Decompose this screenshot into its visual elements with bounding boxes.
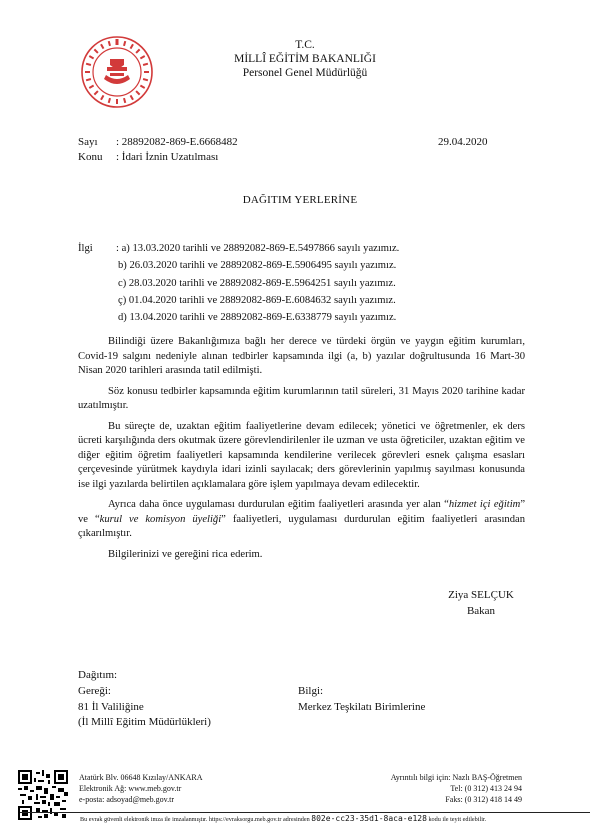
ilgi-item: c) 28.03.2020 tarihli ve 28892082-869-E.5964251 sayılı yazımız. xyxy=(118,277,396,289)
footer-email: e-posta: adsoyad@meb.gov.tr xyxy=(79,795,175,804)
sayi-row xyxy=(78,135,238,150)
ministry-seal-icon xyxy=(80,35,154,109)
ilgi-list xyxy=(78,240,399,326)
ilgi-item: b) 26.03.2020 tarihli ve 28892082-869-E.5906495 sayılı yazımız. xyxy=(118,260,397,272)
bilgi-block xyxy=(298,684,425,715)
header-line-2: MİLLÎ EĞİTİM BAKANLIĞI xyxy=(234,53,376,65)
verification-code: 802e-cc23-35d1-8aca-e128 xyxy=(311,814,427,823)
body-paragraph-3: Bu süreçte de, uzaktan eğitim faaliyetlerine devam edilecek; yönetici ve öğretmenler, ek ders ücreti karşılığında ders okutmak üzere görevlendirilenler ile uzman ve usta öğreticiler, uzaktan eğitim ve diğer eğitim öğretim faaliyetleri kapsamında kendilerine verilecek görevleri esnek çalışma esasları çerçevesinde yürütmek kaydıyla idari izinli sayılacak; ders görevlerinin yapılmış sayılması konusunda ise ilgi yazılarda belirtilen açıklamalara göre işlem yapılmaya devam edilecektir. xyxy=(78,420,525,490)
gerek-recipient-note: (İl Millî Eğitim Müdürlükleri) xyxy=(78,716,211,728)
signature-block xyxy=(426,588,536,619)
gerek-block xyxy=(78,684,211,731)
gerek-recipient: 81 İl Valiliğine xyxy=(78,700,144,713)
footer-tel: Tel: (0 312) 413 24 94 xyxy=(450,784,522,793)
footer-contact-block xyxy=(380,772,522,805)
sayi-label: Sayı xyxy=(78,136,98,148)
footer-address-block xyxy=(79,772,202,805)
footer-address: Atatürk Blv. 06648 Kızılay/ANKARA xyxy=(79,773,203,782)
ilgi-item: ç) 01.04.2020 tarihli ve 28892082-869-E.6084632 sayılı yazımız. xyxy=(118,294,396,306)
konu-value: : İdari İznin Uzatılması xyxy=(116,151,219,163)
verification-line: Bu evrak güvenli elektronik imza ile imzalanmıştır. https://evraksorgu.meb.gov.tr adresinden 802e-cc23-35d1-8aca-e128 kodu ile teyit edilebilir. xyxy=(80,814,487,823)
konu-row xyxy=(78,150,218,165)
ilgi-item: d) 13.04.2020 tarihli ve 28892082-869-E.6338779 sayılı yazımız. xyxy=(118,312,397,324)
konu-label: Konu xyxy=(78,151,103,163)
footer-divider xyxy=(20,812,590,813)
distribution-label: Dağıtım: xyxy=(78,669,118,681)
bilgi-recipient: Merkez Teşkilatı Birimlerine xyxy=(298,700,426,713)
ilgi-item: İlgi : a) 13.03.2020 tarihli ve 28892082-869-E.5497866 sayılı yazımız. xyxy=(78,240,399,257)
header-line-3: Personel Genel Müdürlüğü xyxy=(242,67,368,79)
footer-fax: Faks: (0 312) 418 14 49 xyxy=(445,795,522,804)
document-title: DAĞITIM YERLERİNE xyxy=(242,194,358,206)
body-paragraph-1: Bilindiği üzere Bakanlığımıza bağlı her derece ve türdeki örgün ve yaygın eğitim kurumları, Covid-19 salgını nedeniyle alınan tedbirler kapsamında ilgi (a, b) yazılar doğrultusunda 16 Mart-30 Nisan 2020 tarihleri arasında tatil edilmişti. xyxy=(78,336,525,376)
body-paragraph-5: Bilgilerinizi ve gereğini rica ederim. xyxy=(108,548,263,560)
footer-web: Elektronik Ağ: www.meb.gov.tr xyxy=(79,784,182,793)
signer-title: Bakan xyxy=(466,604,496,617)
gerek-label: Gereği: xyxy=(78,685,111,697)
body-paragraph-2: Söz konusu tedbirler kapsamında eğitim kurumlarının tatil süreleri, 31 Mayıs 2020 tarihine kadar uzatılmıştır. xyxy=(78,385,525,411)
ilgi-label: İlgi xyxy=(78,243,93,254)
letterhead xyxy=(205,38,405,80)
sayi-value: : 28892082-869-E.6668482 xyxy=(116,136,238,148)
body-paragraph-4: Ayrıca daha önce uygulaması durdurulan eğitim faaliyetleri arasında yer alan “hizmet içi eğitim” ve “kurul ve komisyon üyeliği” faaliyetleri, uygulaması durdurulan eğitim faaliyetleri arasından çıkarılmıştır. xyxy=(78,499,526,539)
signer-name: Ziya SELÇUK xyxy=(448,589,514,601)
document-date: 29.04.2020 xyxy=(438,136,488,148)
letter-body xyxy=(78,335,525,568)
footer-contact: Ayrıntılı bilgi için: Nazlı BAŞ-Öğretmen xyxy=(390,773,522,782)
bilgi-label: Bilgi: xyxy=(298,685,324,697)
header-line-1: T.C. xyxy=(295,39,315,51)
